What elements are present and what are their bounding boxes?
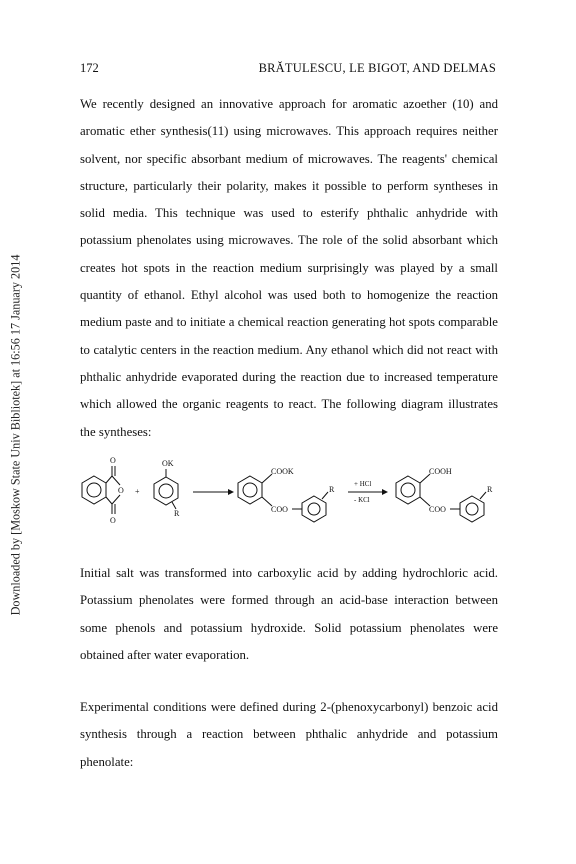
paragraph-experimental: Experimental conditions were defined during 2-(phenoxycarbonyl) benzoic acid synthesis through a reaction between phthalic anhydride and potassium phenolate: (80, 700, 498, 769)
salt-phenyl-circle (308, 503, 320, 515)
reagent-kcl: - KCl (354, 496, 370, 504)
salt-cook: COOK (271, 467, 294, 476)
download-notice-text: Downloaded by [Moskow State Univ Bibliotek] at 16:56 17 January 2014 (8, 254, 23, 616)
plus-sign: + (135, 487, 140, 496)
salt-benzene-ring (238, 476, 262, 504)
anhydride-o-top: O (110, 456, 116, 465)
reaction-scheme-svg (70, 452, 510, 540)
running-head: BRĂTULESCU, LE BIGOT, AND DELMAS (258, 61, 496, 75)
phenolate-benzene-ring (154, 477, 178, 505)
salt-aromatic-circle (243, 483, 257, 497)
anhydride-benzene-ring (82, 476, 106, 504)
paragraph-salt-transformation: Initial salt was transformed into carboxylic acid by adding hydrochloric acid. Potassium phenolates were formed through an acid-base interaction between some phenols and potassium hydroxide. Solid potassium phenolates were obtained after water evaporation. (80, 566, 498, 662)
anhydride-o-bottom: O (110, 516, 116, 525)
reaction-scheme (70, 452, 510, 540)
salt-coo: COO (271, 505, 288, 514)
acid-phenyl-ring (460, 496, 484, 522)
phenolate-r: R (174, 509, 180, 518)
download-notice (6, 240, 26, 630)
reaction-arrow-1-head (228, 489, 234, 495)
salt-r: R (329, 485, 335, 494)
page-number: 172 (80, 61, 99, 75)
phenolate-ok: OK (162, 459, 174, 468)
acid-coo: COO (429, 505, 446, 514)
acid-benzene-ring (396, 476, 420, 504)
paragraph-intro: We recently designed an innovative approach for aromatic azoether (10) and aromatic ether synthesis(11) using microwaves. This approach requires neither solvent, nor specific absorbant medium of microwaves. The reagents' chemical structure, particularly their polarity, makes it possible to perform syntheses in solid media. This technique was used to esterify phthalic anhydride with potassium phenolates using microwaves. The role of the solid absorbant which creates hot spots in the reaction medium surprisingly was played by a small quantity of ethanol. Ethyl alcohol was used both to homogenize the reaction medium paste and to initiate a chemical reaction generating hot spots comparable to catalytic centers in the reaction medium. Any ethanol which did not react with phthalic anhydride evaporated during the reaction due to increased temperature which allowed the organic reagents to react. The following diagram illustrates the syntheses: (80, 97, 498, 439)
acid-r: R (487, 485, 493, 494)
reaction-arrow-2-head (382, 489, 388, 495)
acid-phenyl-circle (466, 503, 478, 515)
phenolate-aromatic-circle (159, 484, 173, 498)
salt-phenyl-ring (302, 496, 326, 522)
anhydride-aromatic-circle (87, 483, 101, 497)
acid-cooh: COOH (429, 467, 452, 476)
reagent-hcl: + HCl (354, 480, 372, 488)
anhydride-o-ring: O (118, 486, 124, 495)
acid-aromatic-circle (401, 483, 415, 497)
